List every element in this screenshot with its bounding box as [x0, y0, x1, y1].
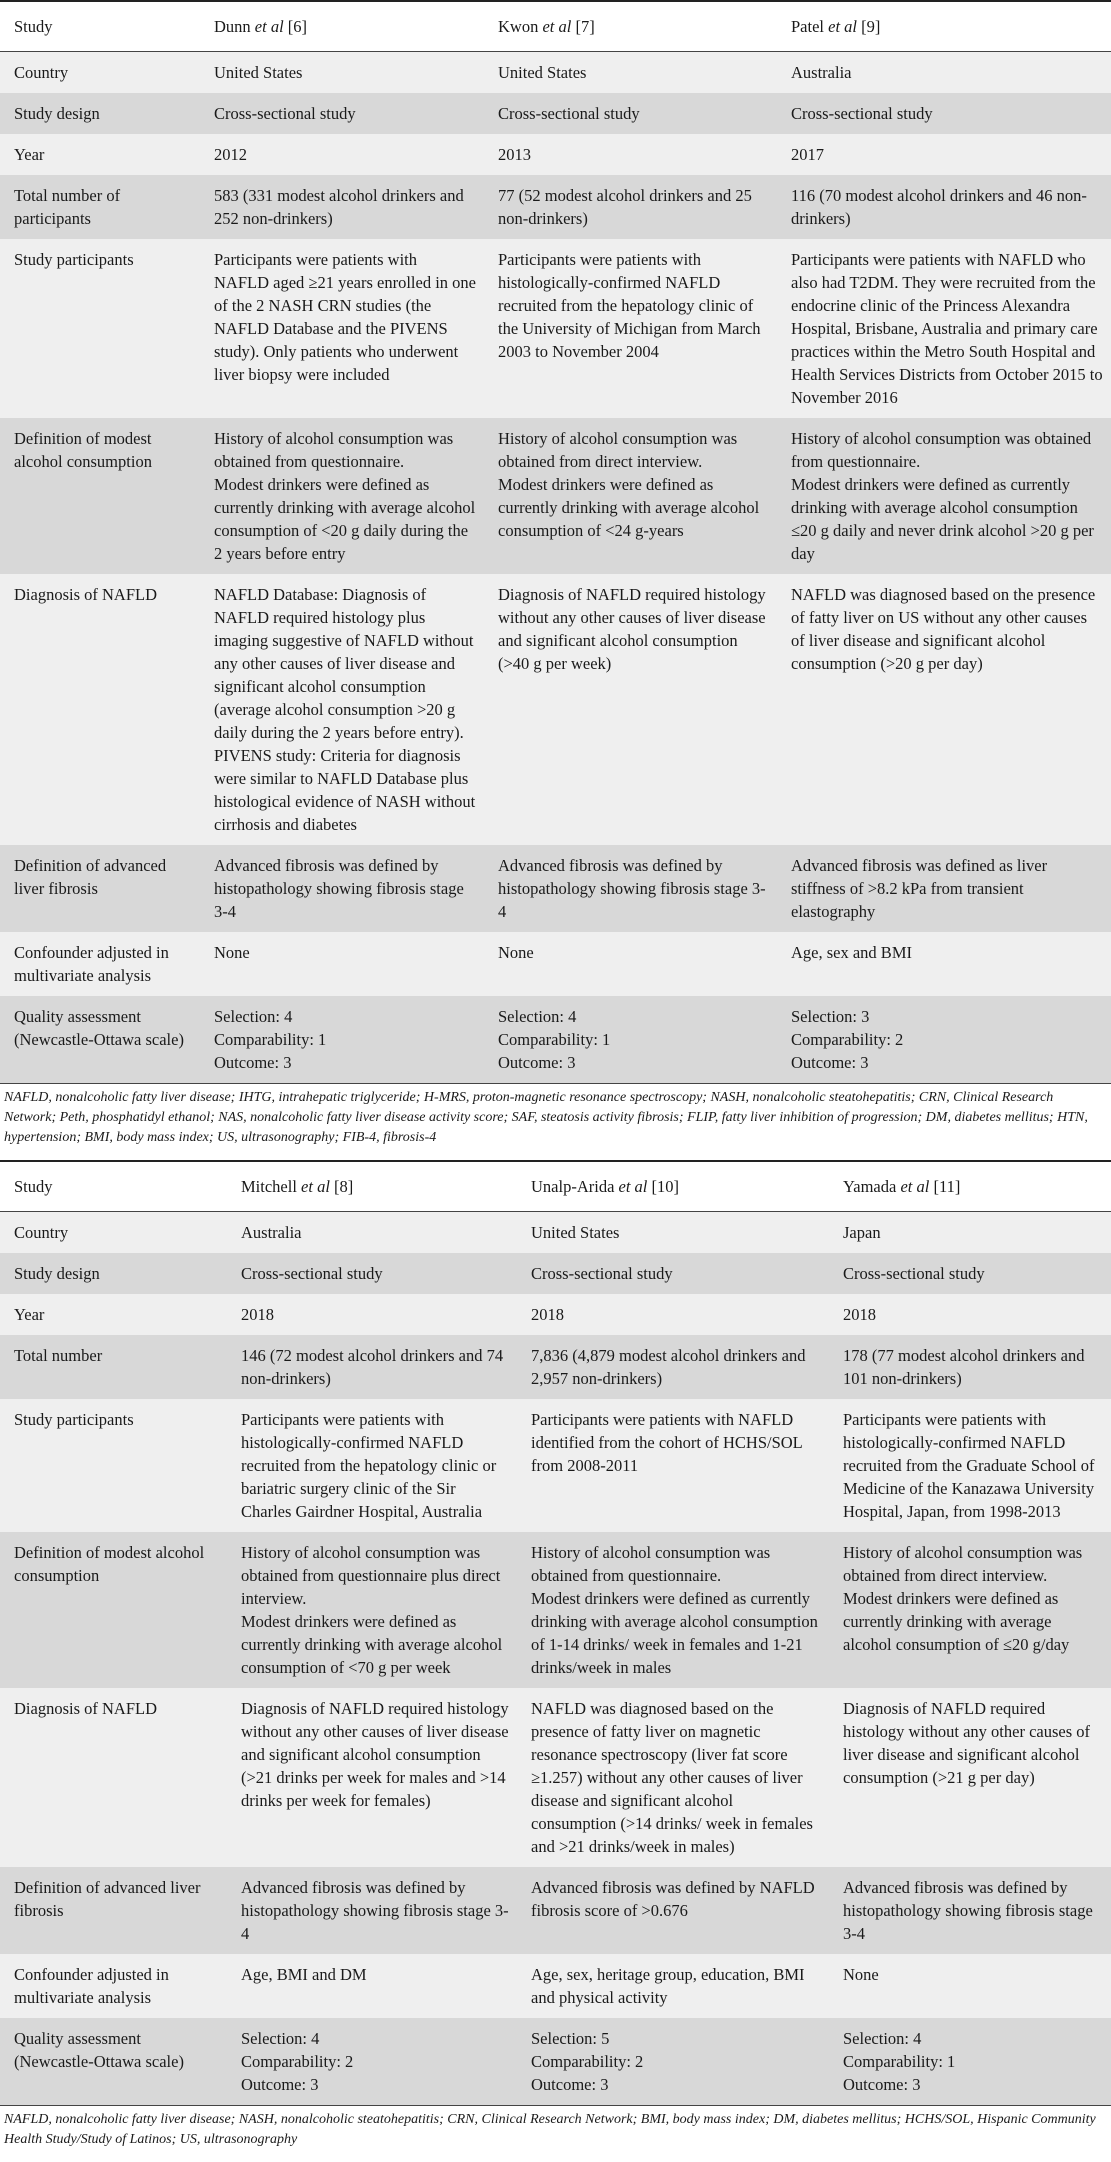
cell: Advanced fibrosis was defined as liver stiffness of >8.2 kPa from transient elastography	[777, 845, 1111, 932]
cell: Advanced fibrosis was defined by histopathology showing fibrosis stage 3-4	[200, 845, 484, 932]
cell: 7,836 (4,879 modest alcohol drinkers and 2,957 non-drinkers)	[517, 1335, 829, 1399]
cell: Selection: 3 Comparability: 2 Outcome: 3	[777, 996, 1111, 1084]
cell: Advanced fibrosis was defined by NAFLD fibrosis score of >0.676	[517, 1867, 829, 1954]
cell: 2017	[777, 134, 1111, 175]
cell: Cross-sectional study	[829, 1253, 1111, 1294]
row-label: Study participants	[0, 239, 200, 418]
cell: Australia	[227, 1212, 517, 1254]
cell: NAFLD was diagnosed based on the presence of fatty liver on US without any other causes of liver disease and significant alcohol consumption (>20 g per day)	[777, 574, 1111, 845]
row-label: Year	[0, 134, 200, 175]
cell: None	[200, 932, 484, 996]
table-footnote: NAFLD, nonalcoholic fatty liver disease; NASH, nonalcoholic steatohepatitis; CRN, Clinical Research Network; BMI, body mass index; DM, diabetes mellitus; HCHS/SOL, Hispanic Community Health Study/Study of Latinos; US, ultrasonography	[4, 2112, 1096, 2147]
row-confounders	[0, 932, 1111, 996]
cell: Age, BMI and DM	[227, 1954, 517, 2018]
header-study-2	[484, 1, 777, 52]
row-label: Country	[0, 52, 200, 94]
reference: [6]	[283, 17, 308, 36]
header-row	[0, 1, 1111, 52]
cell: History of alcohol consumption was obtained from direct interview. Modest drinkers were defined as currently drinking with average alcohol consumption of <24 g-years	[484, 418, 777, 574]
row-label: Country	[0, 1212, 227, 1254]
cell: Cross-sectional study	[517, 1253, 829, 1294]
cell: History of alcohol consumption was obtained from questionnaire plus direct interview. Modest drinkers were defined as currently drinking with average alcohol consumption of <70 g per week	[227, 1532, 517, 1688]
row-label: Study participants	[0, 1399, 227, 1532]
cell: 2018	[227, 1294, 517, 1335]
cell: 77 (52 modest alcohol drinkers and 25 non-drinkers)	[484, 175, 777, 239]
cell: United States	[484, 52, 777, 94]
cell: Cross-sectional study	[484, 93, 777, 134]
et-al: et al	[900, 1177, 930, 1196]
et-al: et al	[618, 1177, 648, 1196]
cell: Age, sex, heritage group, education, BMI and physical activity	[517, 1954, 829, 2018]
cell: Cross-sectional study	[777, 93, 1111, 134]
row-label: Diagnosis of NAFLD	[0, 1688, 227, 1867]
header-study-3	[829, 1161, 1111, 1212]
row-study-participants	[0, 1399, 1111, 1532]
cell: Selection: 5 Comparability: 2 Outcome: 3	[517, 2018, 829, 2106]
row-label: Total number	[0, 1335, 227, 1399]
author-name: Yamada	[843, 1177, 901, 1196]
reference: [11]	[929, 1177, 961, 1196]
row-label: Definition of modest alcohol consumption	[0, 1532, 227, 1688]
cell: Selection: 4 Comparability: 1 Outcome: 3	[484, 996, 777, 1084]
header-study-3	[777, 1, 1111, 52]
cell: Advanced fibrosis was defined by histopathology showing fibrosis stage 3-4	[829, 1867, 1111, 1954]
row-modest-alcohol-definition	[0, 418, 1111, 574]
row-label: Confounder adjusted in multivariate analysis	[0, 932, 200, 996]
et-al: et al	[301, 1177, 330, 1196]
row-quality-assessment	[0, 2018, 1111, 2106]
row-advanced-fibrosis-definition	[0, 845, 1111, 932]
cell: History of alcohol consumption was obtained from questionnaire. Modest drinkers were defined as currently drinking with average alcohol consumption of <20 g daily during the 2 years before entry	[200, 418, 484, 574]
cell: Participants were patients with histologically-confirmed NAFLD recruited from the hepatology clinic of the University of Michigan from March 2003 to November 2004	[484, 239, 777, 418]
cell: 178 (77 modest alcohol drinkers and 101 non-drinkers)	[829, 1335, 1111, 1399]
row-label: Quality assessment (Newcastle-Ottawa scale)	[0, 996, 200, 1084]
cell: Diagnosis of NAFLD required histology without any other causes of liver disease and significant alcohol consumption (>21 g per day)	[829, 1688, 1111, 1867]
cell: Japan	[829, 1212, 1111, 1254]
header-study: Study	[0, 1, 200, 52]
et-al: et al	[542, 17, 572, 36]
reference: [9]	[857, 17, 881, 36]
cell: 2013	[484, 134, 777, 175]
cell: Selection: 4 Comparability: 1 Outcome: 3	[200, 996, 484, 1084]
row-modest-alcohol-definition	[0, 1532, 1111, 1688]
cell: Participants were patients with NAFLD identified from the cohort of HCHS/SOL from 2008-2011	[517, 1399, 829, 1532]
row-country	[0, 1212, 1111, 1254]
cell: Participants were patients with histologically-confirmed NAFLD recruited from the Graduate School of Medicine of the Kanazawa University Hospital, Japan, from 1998-2013	[829, 1399, 1111, 1532]
row-total-participants	[0, 175, 1111, 239]
reference: [10]	[647, 1177, 680, 1196]
reference: [7]	[571, 17, 595, 36]
cell: Participants were patients with NAFLD who also had T2DM. They were recruited from the endocrine clinic of the Princess Alexandra Hospital, Brisbane, Australia and primary care practices within the Metro South Hospital and Health Services Districts from October 2015 to November 2016	[777, 239, 1111, 418]
row-label: Study design	[0, 1253, 227, 1294]
header-study-2	[517, 1161, 829, 1212]
cell: NAFLD Database: Diagnosis of NAFLD required histology plus imaging suggestive of NAFLD without any other causes of liver disease and significant alcohol consumption (average alcohol consumption >20 g daily during the 2 years before entry). PIVENS study: Criteria for diagnosis were similar to NAFLD Database plus histological evidence of NASH without cirrhosis and diabetes	[200, 574, 484, 845]
row-label: Year	[0, 1294, 227, 1335]
row-label: Study design	[0, 93, 200, 134]
cell: None	[484, 932, 777, 996]
row-quality-assessment	[0, 996, 1111, 1084]
author-name: Unalp-Arida	[531, 1177, 619, 1196]
cell: Selection: 4 Comparability: 2 Outcome: 3	[227, 2018, 517, 2106]
cell: None	[829, 1954, 1111, 2018]
cell: Australia	[777, 52, 1111, 94]
row-study-design	[0, 1253, 1111, 1294]
cell: History of alcohol consumption was obtained from direct interview. Modest drinkers were defined as currently drinking with average alcohol consumption of ≤20 g/day	[829, 1532, 1111, 1688]
row-study-design	[0, 93, 1111, 134]
cell: NAFLD was diagnosed based on the presence of fatty liver on magnetic resonance spectroscopy (liver fat score ≥1.257) without any other causes of liver disease and significant alcohol consumption (>14 drinks/ week in females and >21 drinks/week in males)	[517, 1688, 829, 1867]
row-label: Definition of modest alcohol consumption	[0, 418, 200, 574]
row-country	[0, 52, 1111, 94]
cell: United States	[200, 52, 484, 94]
cell: History of alcohol consumption was obtained from questionnaire. Modest drinkers were defined as currently drinking with average alcohol consumption ≤20 g daily and never drink alcohol >20 g per day	[777, 418, 1111, 574]
reference: [8]	[329, 1177, 354, 1196]
row-nafld-diagnosis	[0, 1688, 1111, 1867]
cell: 2012	[200, 134, 484, 175]
row-label: Definition of advanced liver fibrosis	[0, 845, 200, 932]
row-label: Definition of advanced liver fibrosis	[0, 1867, 227, 1954]
row-label: Total number of participants	[0, 175, 200, 239]
cell: Participants were patients with histologically-confirmed NAFLD recruited from the hepatology clinic or bariatric surgery clinic of the Sir Charles Gairdner Hospital, Australia	[227, 1399, 517, 1532]
cell: Advanced fibrosis was defined by histopathology showing fibrosis stage 3-4	[484, 845, 777, 932]
table-footnote: NAFLD, nonalcoholic fatty liver disease; IHTG, intrahepatic triglyceride; H-MRS, proton-magnetic resonance spectroscopy; NASH, nonalcoholic steatohepatitis; CRN, Clinical Research Network; Peth, phosphatidyl ethanol; NAS, nonalcoholic fatty liver disease activity score; SAF, steatosis activity fibrosis; FLIP, fatty liver inhibition of progression; DM, diabetes mellitus; HTN, hypertension; BMI, body mass index; US, ultrasonography; FIB-4, fibrosis-4	[4, 1090, 1088, 1145]
et-al: et al	[828, 17, 857, 36]
cell: United States	[517, 1212, 829, 1254]
cell: Diagnosis of NAFLD required histology without any other causes of liver disease and significant alcohol consumption (>40 g per week)	[484, 574, 777, 845]
cell: Cross-sectional study	[227, 1253, 517, 1294]
cell: Participants were patients with NAFLD aged ≥21 years enrolled in one of the 2 NASH CRN studies (the NAFLD Database and the PIVENS study). Only patients who underwent liver biopsy were included	[200, 239, 484, 418]
cell: Cross-sectional study	[200, 93, 484, 134]
cell: 2018	[517, 1294, 829, 1335]
study-table-2	[0, 1160, 1111, 2106]
author-name: Patel	[791, 17, 829, 36]
cell: 2018	[829, 1294, 1111, 1335]
row-label: Quality assessment (Newcastle-Ottawa scale)	[0, 2018, 227, 2106]
header-row	[0, 1161, 1111, 1212]
cell: Diagnosis of NAFLD required histology without any other causes of liver disease and significant alcohol consumption (>21 drinks per week for males and >14 drinks per week for females)	[227, 1688, 517, 1867]
author-name: Dunn	[214, 17, 255, 36]
row-total-number	[0, 1335, 1111, 1399]
author-name: Kwon	[498, 17, 543, 36]
cell: Selection: 4 Comparability: 1 Outcome: 3	[829, 2018, 1111, 2106]
row-study-participants	[0, 239, 1111, 418]
cell: History of alcohol consumption was obtained from questionnaire. Modest drinkers were defined as currently drinking with average alcohol consumption of 1-14 drinks/ week in females and 1-21 drinks/week in males	[517, 1532, 829, 1688]
row-year	[0, 1294, 1111, 1335]
row-label: Confounder adjusted in multivariate analysis	[0, 1954, 227, 2018]
cell: Advanced fibrosis was defined by histopathology showing fibrosis stage 3-4	[227, 1867, 517, 1954]
cell: 116 (70 modest alcohol drinkers and 46 non-drinkers)	[777, 175, 1111, 239]
header-study: Study	[0, 1161, 227, 1212]
author-name: Mitchell	[241, 1177, 302, 1196]
cell: Age, sex and BMI	[777, 932, 1111, 996]
row-year	[0, 134, 1111, 175]
header-study-1	[227, 1161, 517, 1212]
header-study-1	[200, 1, 484, 52]
cell: 583 (331 modest alcohol drinkers and 252 non-drinkers)	[200, 175, 484, 239]
cell: 146 (72 modest alcohol drinkers and 74 non-drinkers)	[227, 1335, 517, 1399]
row-advanced-fibrosis-definition	[0, 1867, 1111, 1954]
row-confounders	[0, 1954, 1111, 2018]
et-al: et al	[254, 17, 284, 36]
row-nafld-diagnosis	[0, 574, 1111, 845]
row-label: Diagnosis of NAFLD	[0, 574, 200, 845]
